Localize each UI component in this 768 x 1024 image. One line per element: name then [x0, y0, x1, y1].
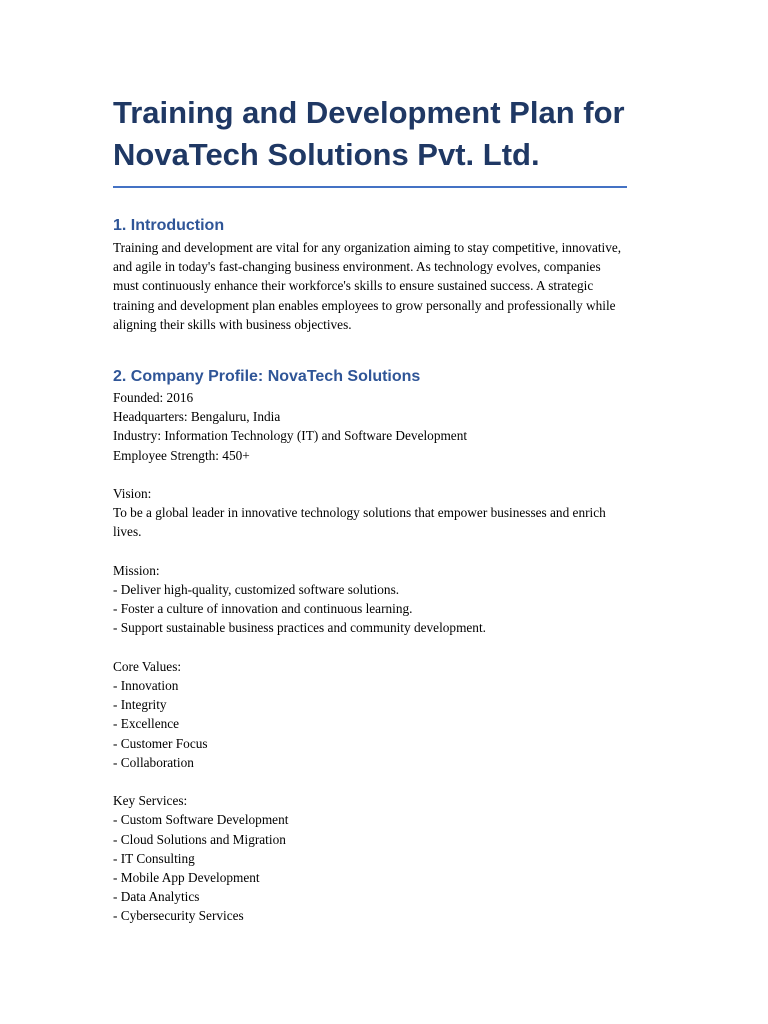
mission-block [113, 561, 627, 638]
headquarters-line: Headquarters: Bengaluru, India [113, 409, 281, 425]
employee-strength-line: Employee Strength: 450+ [113, 447, 250, 463]
mission-item: - Foster a culture of innovation and continuous learning. [113, 601, 413, 617]
core-value-item: - Integrity [113, 697, 167, 713]
core-value-item: - Customer Focus [113, 735, 208, 751]
core-value-item: - Excellence [113, 716, 180, 732]
service-item: - Custom Software Development [113, 812, 289, 828]
company-facts [113, 388, 627, 465]
document-title: Training and Development Plan for NovaTech Solutions Pvt. Ltd. [113, 92, 627, 188]
service-item: - Cloud Solutions and Migration [113, 831, 286, 847]
vision-text: To be a global leader in innovative technology solutions that empower businesses and enrich lives. [113, 505, 606, 540]
introduction-paragraph: Training and development are vital for any organization aiming to stay competitive, innovative, and agile in today's fast-changing business environment. As technology evolves, companies must continuously enhance their workforce's skills to ensure sustained success. A strategic training and development plan enables employees to grow personally and professionally while aligning their skills with business objectives. [113, 240, 622, 332]
spacer [113, 638, 627, 657]
document-page [113, 92, 627, 926]
vision-block [113, 484, 627, 542]
mission-item: - Deliver high-quality, customized software solutions. [113, 582, 400, 598]
service-item: - IT Consulting [113, 850, 195, 866]
core-value-item: - Innovation [113, 678, 179, 694]
mission-label: Mission: [113, 562, 160, 578]
core-values-label: Core Values: [113, 658, 182, 674]
spacer [113, 465, 627, 484]
spacer [113, 772, 627, 791]
service-item: - Data Analytics [113, 889, 200, 905]
vision-label: Vision: [113, 486, 152, 502]
service-item: - Mobile App Development [113, 870, 260, 886]
core-value-item: - Collaboration [113, 754, 194, 770]
founded-line: Founded: 2016 [113, 390, 194, 406]
industry-line: Industry: Information Technology (IT) and Software Development [113, 428, 468, 444]
mission-item: - Support sustainable business practices and community development. [113, 620, 486, 636]
key-services-label: Key Services: [113, 793, 188, 809]
core-values-block [113, 657, 627, 772]
company-profile-heading: 2. Company Profile: NovaTech Solutions [113, 368, 421, 386]
service-item: - Cybersecurity Services [113, 908, 244, 924]
spacer [113, 542, 627, 561]
introduction-heading: 1. Introduction [113, 217, 225, 234]
key-services-block [113, 791, 627, 925]
